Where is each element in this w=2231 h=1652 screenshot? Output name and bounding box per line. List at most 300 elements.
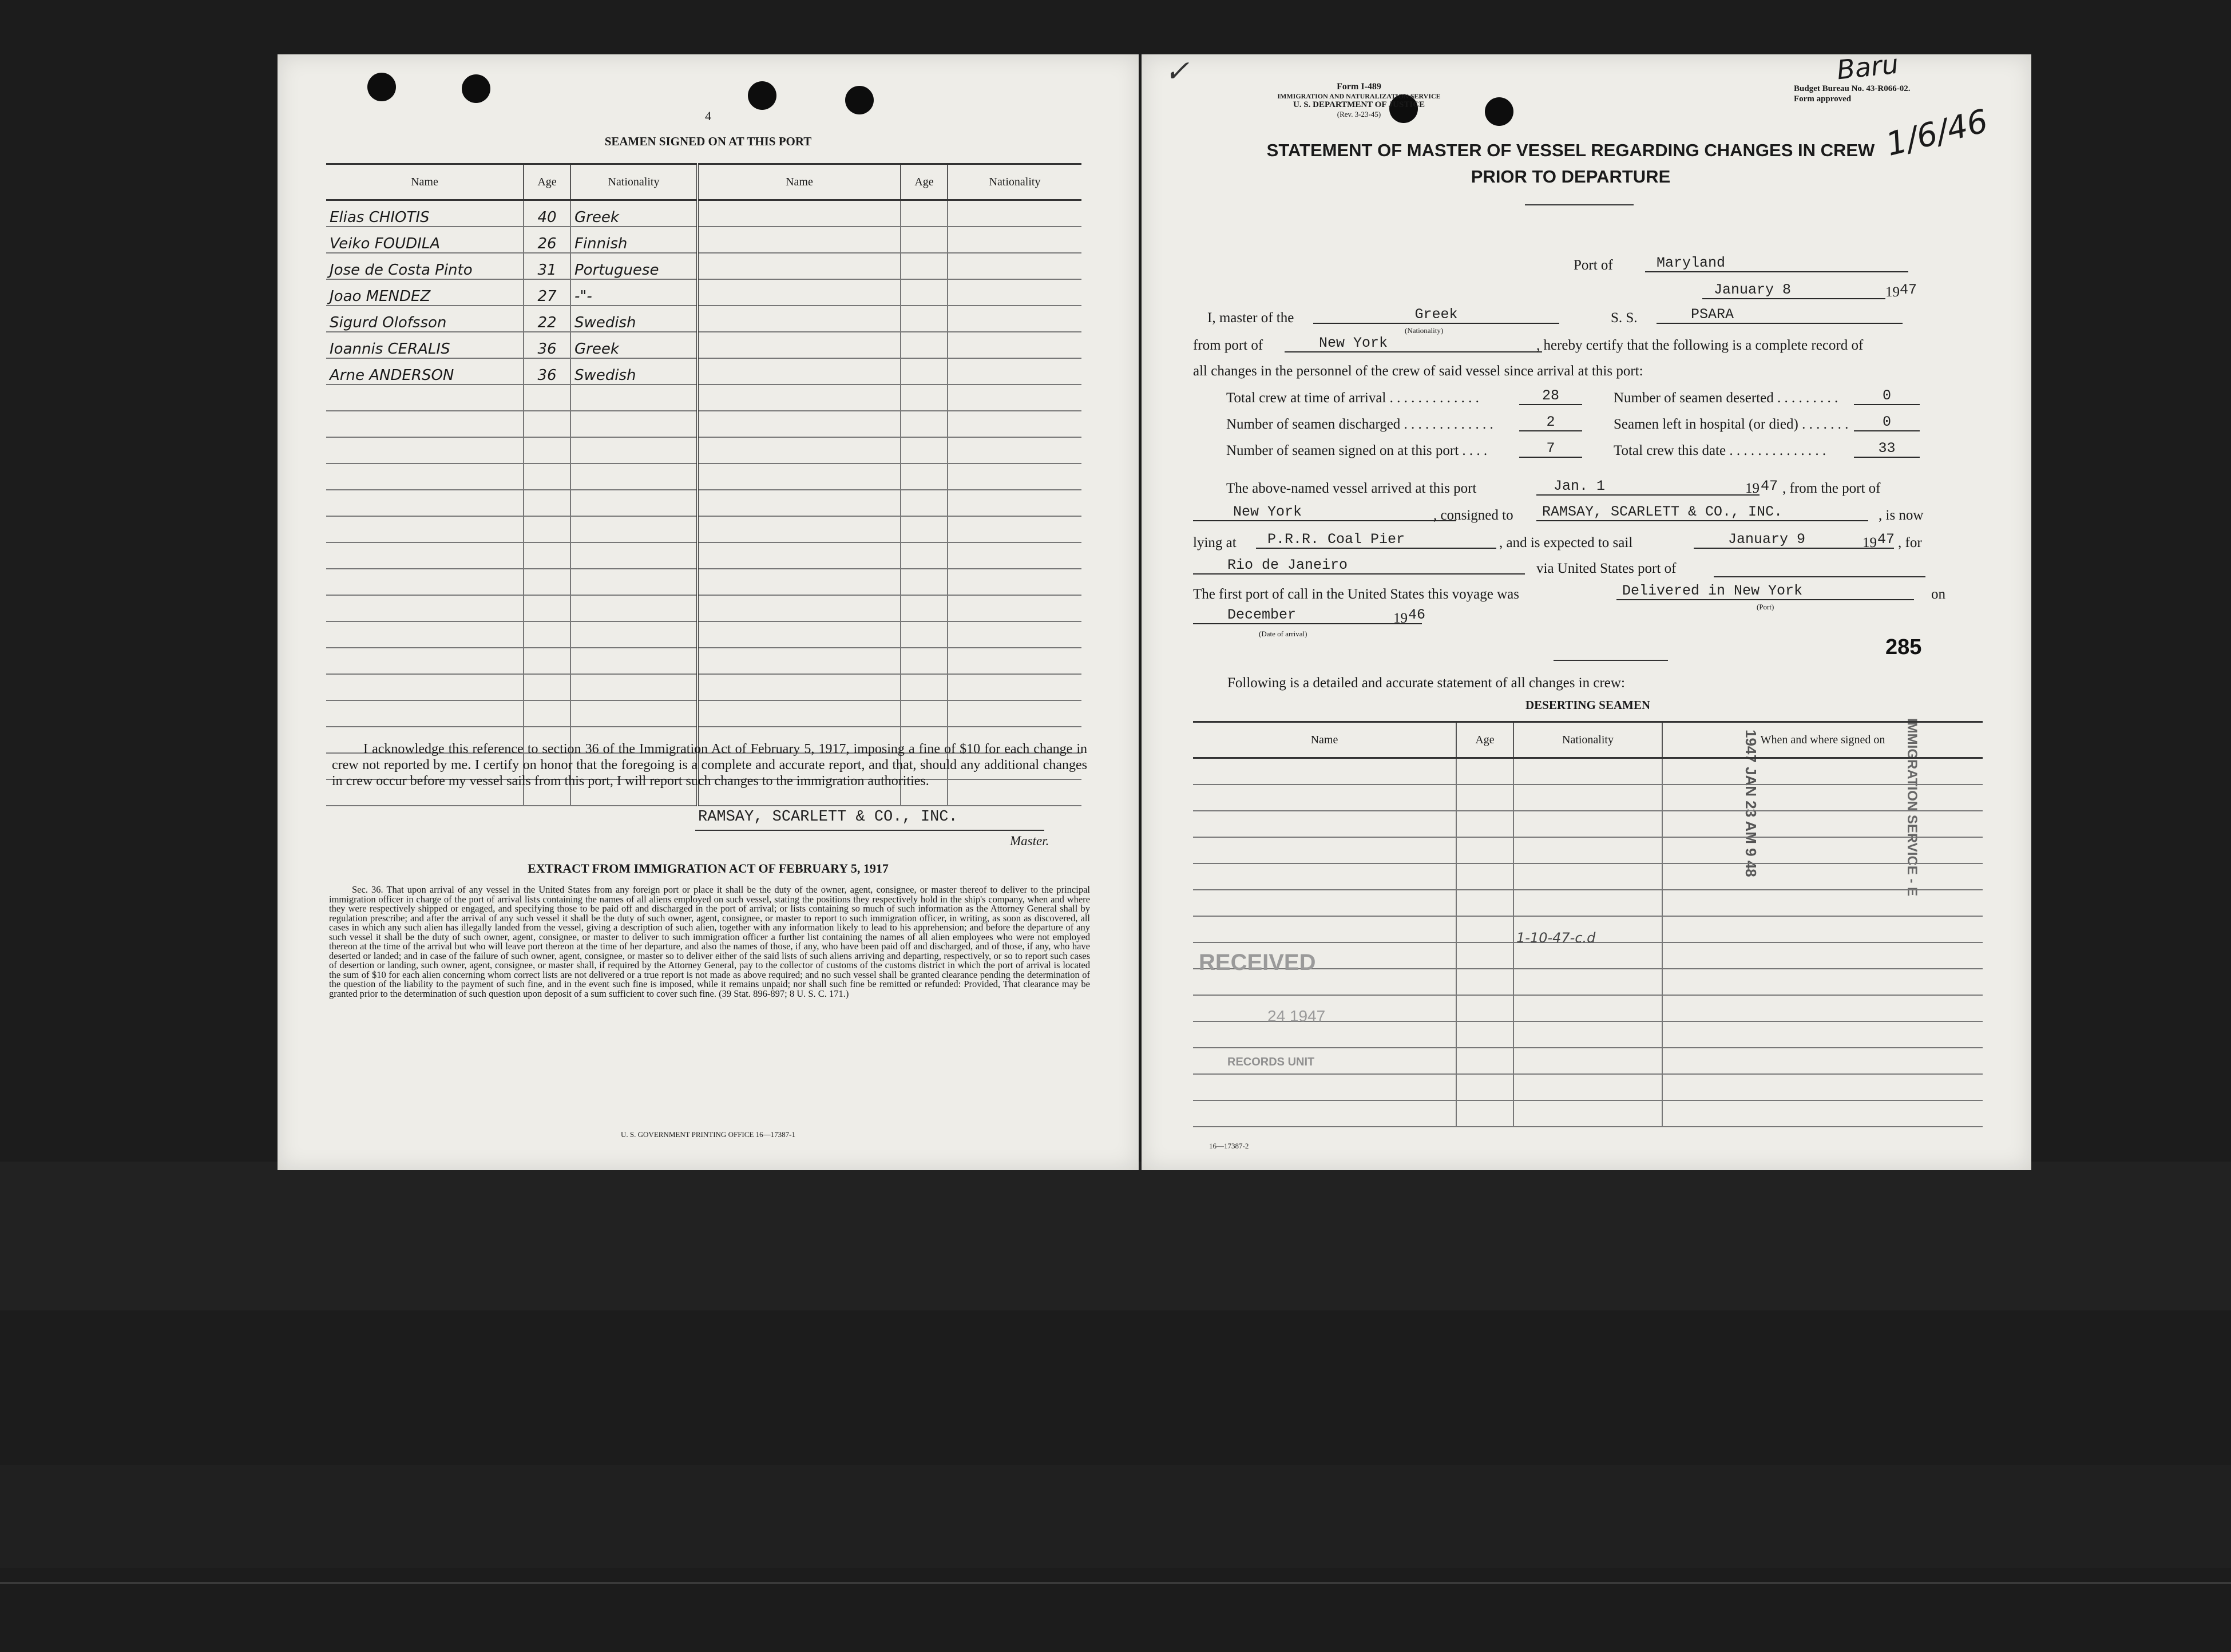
empty-cell bbox=[1513, 1074, 1662, 1100]
empty-cell bbox=[524, 516, 570, 542]
arrived-year-typed: 47 bbox=[1761, 478, 1778, 494]
records-unit-stamp: RECORDS UNIT bbox=[1227, 1056, 1315, 1068]
date-year-printed: 19 bbox=[1885, 284, 1900, 300]
empty-cell bbox=[901, 411, 948, 437]
agency-line: IMMIGRATION AND NATURALIZATION SERVICE bbox=[1277, 92, 1441, 100]
arrived-year-printed: 19 bbox=[1745, 481, 1760, 496]
empty-cell bbox=[326, 569, 524, 595]
empty-cell bbox=[698, 306, 901, 332]
empty-cell bbox=[1662, 1021, 1983, 1048]
empty-cell bbox=[524, 700, 570, 727]
seaman-age: 31 bbox=[524, 253, 570, 279]
empty-cell bbox=[1513, 890, 1662, 916]
empty-cell bbox=[1513, 969, 1662, 995]
empty-cell bbox=[1662, 811, 1983, 837]
destination: Rio de Janeiro bbox=[1193, 557, 1525, 575]
seaman-nationality: Finnish bbox=[570, 227, 698, 253]
seaman-nationality: Greek bbox=[570, 200, 698, 227]
section-title: SEAMEN SIGNED ON AT THIS PORT bbox=[604, 134, 812, 148]
discharged-count: 2 bbox=[1519, 414, 1582, 431]
master-of-label: I, master of the bbox=[1207, 310, 1294, 326]
empty-cell bbox=[698, 385, 901, 411]
seaman-age: 22 bbox=[524, 306, 570, 332]
column-header: Nationality bbox=[1513, 722, 1662, 758]
empty-cell bbox=[570, 542, 698, 569]
empty-cell bbox=[698, 700, 901, 727]
scan-line bbox=[0, 1582, 2231, 1584]
empty-cell bbox=[570, 463, 698, 490]
empty-cell bbox=[1456, 942, 1513, 969]
empty-cell bbox=[1193, 837, 1456, 863]
empty-cell bbox=[1456, 1100, 1513, 1127]
seaman-name: Ioannis CERALIS bbox=[326, 332, 524, 358]
column-header: When and where signed on bbox=[1662, 722, 1983, 758]
empty-cell bbox=[570, 700, 698, 727]
lying-at-label: lying at bbox=[1193, 535, 1237, 550]
empty-cell bbox=[326, 385, 524, 411]
empty-cell bbox=[326, 648, 524, 674]
empty-cell bbox=[901, 463, 948, 490]
empty-cell bbox=[901, 621, 948, 648]
empty-cell bbox=[570, 674, 698, 700]
certify-text: , hereby certify that the following is a complete record of bbox=[1536, 338, 1864, 353]
empty-cell bbox=[1662, 785, 1983, 811]
empty-cell bbox=[570, 516, 698, 542]
empty-cell bbox=[901, 542, 948, 569]
is-now-label: , is now bbox=[1879, 508, 1924, 523]
handwritten-note: 1/6/46 bbox=[1882, 102, 1992, 164]
empty-cell bbox=[1193, 916, 1456, 942]
empty-cell bbox=[326, 595, 524, 621]
table-row bbox=[326, 700, 1081, 727]
total-crew-arrival: 28 bbox=[1519, 387, 1582, 405]
empty-cell bbox=[1662, 942, 1983, 969]
empty-cell bbox=[1193, 785, 1456, 811]
seaman-nationality: Swedish bbox=[570, 306, 698, 332]
empty-cell bbox=[1456, 1021, 1513, 1048]
column-header: Nationality bbox=[570, 164, 698, 200]
port-caption: (Port) bbox=[1757, 603, 1774, 611]
table-header-row bbox=[326, 164, 1081, 200]
empty-cell bbox=[524, 411, 570, 437]
empty-cell bbox=[948, 516, 1081, 542]
arrival-year-printed: 19 bbox=[1393, 611, 1408, 626]
empty-cell bbox=[948, 306, 1081, 332]
deserted-label: Number of seamen deserted . . . . . . . . . bbox=[1614, 390, 1838, 406]
seaman-nationality: Greek bbox=[570, 332, 698, 358]
empty-cell bbox=[901, 648, 948, 674]
on-label: on bbox=[1931, 587, 1945, 602]
punch-hole bbox=[367, 73, 396, 101]
empty-cell bbox=[1456, 811, 1513, 837]
empty-cell bbox=[524, 463, 570, 490]
empty-cell bbox=[948, 200, 1081, 227]
empty-cell bbox=[1513, 837, 1662, 863]
empty-cell bbox=[948, 358, 1081, 385]
table-row bbox=[326, 674, 1081, 700]
revision-line: (Rev. 3-23-45) bbox=[1337, 110, 1381, 118]
table-row bbox=[326, 542, 1081, 569]
empty-cell bbox=[1513, 1100, 1662, 1127]
port-value: Maryland bbox=[1645, 255, 1908, 272]
empty-cell bbox=[1662, 863, 1983, 890]
empty-cell bbox=[901, 385, 948, 411]
empty-cell bbox=[948, 595, 1081, 621]
empty-cell bbox=[698, 332, 901, 358]
table-row bbox=[326, 332, 1081, 358]
empty-cell bbox=[698, 648, 901, 674]
empty-cell bbox=[326, 411, 524, 437]
column-header: Age bbox=[1456, 722, 1513, 758]
empty-cell bbox=[326, 516, 524, 542]
for-label: , for bbox=[1898, 535, 1922, 550]
empty-cell bbox=[698, 437, 901, 463]
deserted-count: 0 bbox=[1854, 387, 1920, 405]
extract-title: EXTRACT FROM IMMIGRATION ACT OF FEBRUARY 5, 1917 bbox=[528, 861, 889, 875]
empty-cell bbox=[698, 595, 901, 621]
empty-cell bbox=[901, 332, 948, 358]
form-title: STATEMENT OF MASTER OF VESSEL REGARDING CHANGES IN CREW bbox=[1266, 140, 1875, 160]
certify-text-2: all changes in the personnel of the crew of said vessel since arrival at this port: bbox=[1193, 363, 1643, 379]
empty-cell bbox=[901, 358, 948, 385]
column-header: Name bbox=[326, 164, 524, 200]
empty-cell bbox=[570, 595, 698, 621]
empty-cell bbox=[570, 437, 698, 463]
empty-cell bbox=[1662, 1048, 1983, 1074]
signed-on-count: 7 bbox=[1519, 440, 1582, 458]
total-crew-arrival-label: Total crew at time of arrival . . . . . . . . . . . . . bbox=[1226, 390, 1479, 406]
empty-cell bbox=[1456, 1048, 1513, 1074]
via-label: via United States port of bbox=[1536, 561, 1677, 576]
empty-cell bbox=[524, 569, 570, 595]
received-date-stamp: 24 1947 bbox=[1267, 1007, 1326, 1025]
empty-cell bbox=[698, 253, 901, 279]
table-row bbox=[326, 411, 1081, 437]
empty-cell bbox=[1456, 863, 1513, 890]
following-text: Following is a detailed and accurate statement of all changes in crew: bbox=[1227, 675, 1625, 691]
empty-cell bbox=[1456, 785, 1513, 811]
seaman-age: 36 bbox=[524, 332, 570, 358]
acknowledgement-text: I acknowledge this reference to section 36 of the Immigration Act of February 5, 1917, imposing a fine of $10 for each change in crew not reported by me. I certify on honor that the foregoing is a complete and accurate report, and that, should any additional changes in crew occur before my vessel sails from this port, I will report such changes to the immigration authorities. bbox=[332, 742, 1087, 789]
empty-cell bbox=[570, 490, 698, 516]
table-row bbox=[326, 437, 1081, 463]
table-row bbox=[326, 385, 1081, 411]
column-header: Name bbox=[1193, 722, 1456, 758]
empty-cell bbox=[1456, 995, 1513, 1021]
table-row bbox=[326, 253, 1081, 279]
title-rule bbox=[1525, 204, 1634, 205]
table-row bbox=[326, 516, 1081, 542]
seaman-age: 26 bbox=[524, 227, 570, 253]
arrived-label: The above-named vessel arrived at this port bbox=[1226, 481, 1477, 496]
empty-cell bbox=[524, 490, 570, 516]
empty-cell bbox=[1662, 890, 1983, 916]
empty-cell bbox=[948, 332, 1081, 358]
signed-on-table-body bbox=[326, 200, 1081, 806]
empty-cell bbox=[948, 463, 1081, 490]
seaman-name: Sigurd Olofsson bbox=[326, 306, 524, 332]
received-stamp: RECEIVED bbox=[1199, 950, 1316, 975]
empty-cell bbox=[524, 648, 570, 674]
empty-cell bbox=[901, 490, 948, 516]
date-value: January 8 bbox=[1702, 282, 1885, 299]
empty-cell bbox=[326, 700, 524, 727]
seaman-nationality: Swedish bbox=[570, 358, 698, 385]
consigned-label: , consigned to bbox=[1433, 508, 1513, 523]
empty-cell bbox=[570, 569, 698, 595]
empty-cell bbox=[901, 227, 948, 253]
printer-line: U. S. GOVERNMENT PRINTING OFFICE 16—17387-1 bbox=[621, 1130, 795, 1139]
sail-label: , and is expected to sail bbox=[1499, 535, 1633, 550]
empty-cell bbox=[1662, 995, 1983, 1021]
date-stamp: 1947 JAN 23 AM 9 48 bbox=[1742, 730, 1760, 877]
empty-cell bbox=[1662, 1074, 1983, 1100]
empty-cell bbox=[901, 200, 948, 227]
empty-cell bbox=[698, 411, 901, 437]
column-header: Age bbox=[524, 164, 570, 200]
signature-line bbox=[695, 830, 1044, 831]
sail-date: January 9 bbox=[1694, 531, 1894, 549]
empty-cell bbox=[1193, 758, 1456, 785]
empty-cell bbox=[948, 490, 1081, 516]
table-row bbox=[326, 358, 1081, 385]
table-row bbox=[1193, 1074, 1983, 1100]
signature: RAMSAY, SCARLETT & CO., INC. bbox=[698, 809, 958, 826]
empty-cell bbox=[948, 437, 1081, 463]
via-port-line bbox=[1714, 576, 1925, 577]
empty-cell bbox=[1193, 811, 1456, 837]
table-row bbox=[326, 621, 1081, 648]
empty-cell bbox=[948, 648, 1081, 674]
arrived-value: Jan. 1 bbox=[1536, 478, 1760, 496]
seaman-name: Veiko FOUDILA bbox=[326, 227, 524, 253]
empty-cell bbox=[698, 516, 901, 542]
empty-cell bbox=[1193, 1074, 1456, 1100]
master-label: Master. bbox=[1010, 834, 1049, 848]
empty-cell bbox=[524, 542, 570, 569]
divider-rule bbox=[1554, 660, 1668, 661]
table-row bbox=[326, 595, 1081, 621]
empty-cell bbox=[901, 516, 948, 542]
empty-cell bbox=[901, 700, 948, 727]
date-year-typed: 47 bbox=[1900, 282, 1917, 298]
empty-cell bbox=[698, 674, 901, 700]
empty-cell bbox=[901, 306, 948, 332]
empty-cell bbox=[698, 621, 901, 648]
punch-hole bbox=[462, 74, 490, 103]
column-header: Nationality bbox=[948, 164, 1081, 200]
total-crew-date-label: Total crew this date . . . . . . . . . . . . . . bbox=[1614, 443, 1826, 458]
seaman-name: Joao MENDEZ bbox=[326, 279, 524, 306]
empty-cell bbox=[1513, 1021, 1662, 1048]
from-port-of-label: , from the port of bbox=[1782, 481, 1881, 496]
empty-cell bbox=[948, 569, 1081, 595]
empty-cell bbox=[1662, 837, 1983, 863]
empty-cell bbox=[948, 700, 1081, 727]
empty-cell bbox=[524, 437, 570, 463]
empty-cell bbox=[698, 490, 901, 516]
seaman-age: 36 bbox=[524, 358, 570, 385]
table-row bbox=[1193, 811, 1983, 837]
empty-cell bbox=[948, 542, 1081, 569]
table-row bbox=[326, 569, 1081, 595]
empty-cell bbox=[948, 385, 1081, 411]
empty-cell bbox=[1456, 916, 1513, 942]
nationality-caption: (Nationality) bbox=[1405, 326, 1444, 335]
empty-cell bbox=[948, 253, 1081, 279]
empty-cell bbox=[901, 674, 948, 700]
empty-cell bbox=[1513, 995, 1662, 1021]
empty-cell bbox=[901, 253, 948, 279]
table-row bbox=[326, 648, 1081, 674]
empty-cell bbox=[326, 674, 524, 700]
empty-cell bbox=[1513, 811, 1662, 837]
empty-cell bbox=[948, 279, 1081, 306]
empty-cell bbox=[524, 595, 570, 621]
date-arrival-caption: (Date of arrival) bbox=[1259, 629, 1307, 638]
empty-cell bbox=[1513, 863, 1662, 890]
empty-cell bbox=[570, 621, 698, 648]
port-label: Port of bbox=[1574, 257, 1613, 273]
hospital-label: Seamen left in hospital (or died) . . . . . . . bbox=[1614, 417, 1848, 432]
department-line: U. S. DEPARTMENT OF JUSTICE bbox=[1293, 100, 1425, 109]
empty-cell bbox=[698, 569, 901, 595]
page-number: 4 bbox=[705, 109, 711, 123]
consignee: RAMSAY, SCARLETT & CO., INC. bbox=[1536, 504, 1868, 521]
right-page bbox=[1142, 48, 2031, 1170]
lying-at: P.R.R. Coal Pier bbox=[1256, 531, 1496, 549]
empty-cell bbox=[326, 437, 524, 463]
empty-cell bbox=[1456, 969, 1513, 995]
sail-year-typed: 47 bbox=[1877, 531, 1895, 548]
seaman-name: Arne ANDERSON bbox=[326, 358, 524, 385]
empty-cell bbox=[1193, 1100, 1456, 1127]
table-row bbox=[1193, 785, 1983, 811]
empty-cell bbox=[1662, 1100, 1983, 1127]
table-row bbox=[326, 490, 1081, 516]
form-number: Form I-489 bbox=[1337, 82, 1381, 92]
empty-cell bbox=[698, 279, 901, 306]
table-row bbox=[1193, 837, 1983, 863]
seaman-name: Elias CHIOTIS bbox=[326, 200, 524, 227]
budget-bureau: Budget Bureau No. 43-R066-02. bbox=[1794, 84, 1911, 93]
form-subtitle: PRIOR TO DEPARTURE bbox=[1471, 167, 1671, 187]
sail-year-printed: 19 bbox=[1863, 535, 1877, 550]
table-row bbox=[1193, 863, 1983, 890]
seaman-nationality: -"- bbox=[570, 279, 698, 306]
table-row bbox=[326, 306, 1081, 332]
from-port-value: New York bbox=[1285, 335, 1542, 352]
table-row bbox=[1193, 758, 1983, 785]
discharged-label: Number of seamen discharged . . . . . . . . . . . . . bbox=[1226, 417, 1493, 432]
empty-cell bbox=[698, 200, 901, 227]
deserting-title: DESERTING SEAMEN bbox=[1525, 698, 1651, 712]
table-row bbox=[1193, 890, 1983, 916]
empty-cell bbox=[901, 279, 948, 306]
column-header: Age bbox=[901, 164, 948, 200]
empty-cell bbox=[1456, 758, 1513, 785]
signed-on-table bbox=[326, 163, 1081, 806]
empty-cell bbox=[901, 437, 948, 463]
scan-band bbox=[0, 1162, 2231, 1310]
arrival-date: December bbox=[1193, 607, 1422, 624]
empty-cell bbox=[698, 542, 901, 569]
empty-cell bbox=[570, 385, 698, 411]
empty-cell bbox=[570, 411, 698, 437]
empty-cell bbox=[524, 385, 570, 411]
table-row bbox=[326, 463, 1081, 490]
table-row bbox=[326, 200, 1081, 227]
empty-cell bbox=[1456, 837, 1513, 863]
handwritten-note: 1-10-47-c.d bbox=[1516, 930, 1596, 946]
table-row bbox=[326, 279, 1081, 306]
empty-cell bbox=[1193, 890, 1456, 916]
empty-cell bbox=[948, 674, 1081, 700]
empty-cell bbox=[901, 595, 948, 621]
ship-name: PSARA bbox=[1657, 306, 1903, 324]
seaman-nationality: Portuguese bbox=[570, 253, 698, 279]
arrived-from: New York bbox=[1193, 504, 1456, 521]
empty-cell bbox=[1456, 1074, 1513, 1100]
empty-cell bbox=[1662, 758, 1983, 785]
first-port: Delivered in New York bbox=[1616, 583, 1914, 600]
stamp-number: 285 bbox=[1885, 635, 1922, 659]
empty-cell bbox=[570, 648, 698, 674]
empty-cell bbox=[326, 542, 524, 569]
column-header: Name bbox=[698, 164, 901, 200]
first-port-label: The first port of call in the United States this voyage was bbox=[1193, 587, 1520, 602]
empty-cell bbox=[524, 674, 570, 700]
empty-cell bbox=[326, 621, 524, 648]
empty-cell bbox=[326, 490, 524, 516]
service-stamp: IMMIGRATION SERVICE - E bbox=[1904, 718, 1920, 897]
table-row bbox=[1193, 1100, 1983, 1127]
empty-cell bbox=[1513, 1048, 1662, 1074]
empty-cell bbox=[524, 621, 570, 648]
empty-cell bbox=[948, 411, 1081, 437]
empty-cell bbox=[1456, 890, 1513, 916]
extract-text: Sec. 36. That upon arrival of any vessel in the United States from any foreign port or place it shall be the duty of the owner, agent, consignee, or master thereof to deliver to the principal immigration officer in charge of the port of arrival lists containing the names of all aliens employed on such vessel, stating the positions they respectively hold in the ship's company, when and where they were respectively shipped or engaged, and specifying those to be paid off and discharged in the port of arrival; or lists containing so much of such information as the Attorney General shall by regulation prescribe; and after the arrival of any such vessel it shall be the duty of such owner, agent, consignee, or master to report to such immigration officer, in writing, as soon as discovered, all cases in which any such alien has illegally landed from the vessel, giving a description of such alien, together with any information likely to lead to his apprehension; and before the departure of any such vessel it shall be the duty of such owner, agent, consignee, or master to deliver to such immigration officer a further list containing the names of all alien employees who were not employed thereon at the time of the arrival but who will leave port thereon at the time of her departure, and also the names of those, if any, who have been paid off and discharged, and of those, if any, who have deserted or landed; and in case of the failure of such owner, agent, consignee, or master so to deliver either of the said lists of such aliens arriving and departing, respectively, or so to report such cases of desertion or landing, such owner, agent, consignee, or master shall, if required by the Attorney General, pay to the collector of customs of the customs district in which the port of arrival is located the sum of $10 for each alien concerning whom correct lists are not delivered or a true report is not made as above required; and no such vessel shall be granted clearance pending the determination of the question of the liability to the payment of such fine, and in the event such fine is imposed, while it remains unpaid; nor shall such fine be remitted or refunded: Provided, That clearance may be granted prior to the determination of such question upon deposit of a sum sufficient to cover such fine. (39 Stat. 896-897; 8 U. S. C. 171.) bbox=[329, 884, 1090, 999]
empty-cell bbox=[698, 358, 901, 385]
empty-cell bbox=[948, 227, 1081, 253]
arrival-year-typed: 46 bbox=[1408, 607, 1426, 623]
table-header-row bbox=[1193, 722, 1983, 758]
empty-cell bbox=[901, 569, 948, 595]
left-page bbox=[278, 54, 1139, 1170]
signed-on-label: Number of seamen signed on at this port . . . . bbox=[1226, 443, 1488, 458]
ss-label: S. S. bbox=[1611, 310, 1638, 326]
seaman-age: 40 bbox=[524, 200, 570, 227]
checkmark: ✓ bbox=[1164, 56, 1190, 88]
empty-cell bbox=[1662, 916, 1983, 942]
printer-line: 16—17387-2 bbox=[1209, 1142, 1249, 1150]
empty-cell bbox=[698, 463, 901, 490]
nationality-value: Greek bbox=[1313, 306, 1559, 324]
empty-cell bbox=[1513, 758, 1662, 785]
form-approved: Form approved bbox=[1794, 94, 1852, 104]
from-port-label: from port of bbox=[1193, 338, 1263, 353]
seaman-age: 27 bbox=[524, 279, 570, 306]
empty-cell bbox=[1193, 863, 1456, 890]
empty-cell bbox=[698, 227, 901, 253]
seaman-name: Jose de Costa Pinto bbox=[326, 253, 524, 279]
empty-cell bbox=[1513, 942, 1662, 969]
scan-band bbox=[0, 1465, 2231, 1568]
empty-cell bbox=[326, 463, 524, 490]
empty-cell bbox=[948, 621, 1081, 648]
hospital-count: 0 bbox=[1854, 414, 1920, 431]
punch-hole bbox=[748, 81, 776, 110]
